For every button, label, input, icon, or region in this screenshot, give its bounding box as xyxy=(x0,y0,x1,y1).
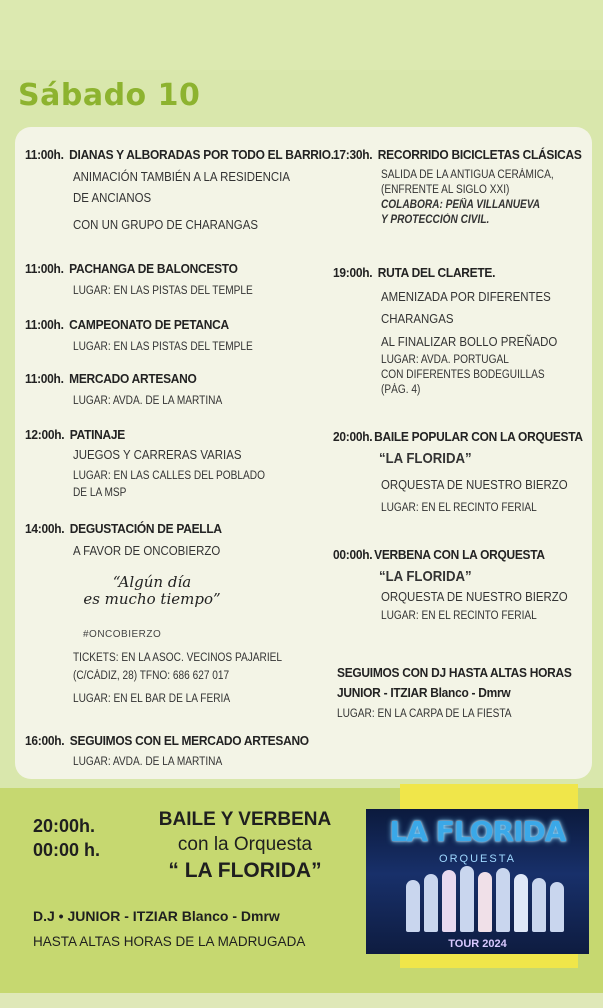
event-detail: CON DIFERENTES BODEGUILLAS xyxy=(381,369,545,381)
event-title: BAILE POPULAR CON LA ORQUESTA xyxy=(374,429,583,444)
event-time: 12:00h. xyxy=(25,427,65,442)
event-band: “LA FLORIDA” xyxy=(379,568,472,585)
event-dj-names: JUNIOR - ITZIAR Blanco - Dmrw xyxy=(337,685,511,700)
event-time: 00:00h. xyxy=(333,547,373,562)
event-detail: CHARANGAS xyxy=(381,311,454,326)
event-detail: LUGAR: AVDA. DE LA MARTINA xyxy=(73,395,223,407)
event-paella xyxy=(25,521,335,559)
event-detail: TICKETS: EN LA ASOC. VECINOS PAJARIEL xyxy=(73,652,283,664)
event-heading xyxy=(333,147,582,162)
event-detail: LUGAR: EN LA CARPA DE LA FIESTA xyxy=(337,708,512,720)
event-title: RUTA DEL CLARETE. xyxy=(377,265,496,280)
top-band xyxy=(0,0,603,70)
event-heading xyxy=(25,521,310,536)
event-detail: A FAVOR DE ONCOBIERZO xyxy=(73,543,221,558)
event-heading xyxy=(25,261,310,276)
footer-late: HASTA ALTAS HORAS DE LA MADRUGADA xyxy=(33,934,306,949)
day-title: Sábado 10 xyxy=(18,78,201,113)
event-detail: (ENFRENTE AL SIGLO XXI) xyxy=(381,184,510,196)
band-member xyxy=(424,874,438,932)
event-detail: LUGAR: AVDA. DE LA MARTINA xyxy=(73,756,223,768)
slogan-line: “Algún día xyxy=(112,573,192,591)
event-heading xyxy=(333,547,568,562)
footer-band-name: “ LA FLORIDA” xyxy=(168,859,322,882)
event-time: 19:00h. xyxy=(333,265,373,280)
event-colabora: Y PROTECCIÓN CIVIL. xyxy=(381,214,490,226)
event-time: 11:00h. xyxy=(25,261,64,276)
event-dj xyxy=(333,665,588,722)
event-title: SEGUIMOS CON EL MERCADO ARTESANO xyxy=(69,733,309,748)
slogan-line: es mucho tiempo” xyxy=(83,590,221,608)
event-detail: LUGAR: EN EL RECINTO FERIAL xyxy=(381,610,537,622)
event-title: DIANAS Y ALBORADAS POR TODO EL BARRIO. xyxy=(69,147,334,162)
event-heading xyxy=(25,371,310,386)
event-petanca xyxy=(25,317,335,355)
event-mercado xyxy=(25,371,335,409)
band-member xyxy=(514,874,528,932)
poster-title: LA FLORIDA xyxy=(389,815,566,848)
band-member xyxy=(442,870,456,932)
event-detail: LUGAR: EN EL BAR DE LA FERIA xyxy=(73,693,231,705)
footer-time: 00:00 h. xyxy=(33,840,101,860)
slogan-hashtag: #ONCOBIERZO xyxy=(83,629,162,640)
event-pachanga xyxy=(25,261,335,299)
event-detail: DE LA MSP xyxy=(73,487,127,499)
event-detail: (C/CÁDIZ, 28) TFNO: 686 627 017 xyxy=(73,670,230,682)
footer-subtitle: con la Orquesta xyxy=(177,834,313,855)
band-member xyxy=(460,866,474,932)
event-title: SEGUIMOS CON DJ HASTA ALTAS HORAS xyxy=(337,665,572,680)
event-tickets xyxy=(25,651,335,707)
event-heading xyxy=(25,147,334,162)
footer-title: BAILE Y VERBENA xyxy=(158,809,332,830)
event-patinaje xyxy=(25,427,335,501)
event-heading xyxy=(25,427,310,442)
band-poster xyxy=(366,809,589,954)
event-detail: LUGAR: EN LAS PISTAS DEL TEMPLE xyxy=(73,341,253,353)
event-title: CAMPEONATO DE PETANCA xyxy=(69,317,229,332)
event-detail: ORQUESTA DE NUESTRO BIERZO xyxy=(381,477,568,492)
event-detail: LUGAR: EN EL RECINTO FERIAL xyxy=(381,502,537,514)
event-colabora: COLABORA: PEÑA VILLANUEVA xyxy=(381,199,541,211)
event-detail: LUGAR: AVDA. PORTUGAL xyxy=(381,354,509,366)
event-title: RECORRIDO BICICLETAS CLÁSICAS xyxy=(377,147,582,162)
event-detail: ANIMACIÓN TAMBIÉN A LA RESIDENCIA xyxy=(73,169,291,184)
event-bicicletas xyxy=(333,147,588,228)
event-detail: JUEGOS Y CARRERAS VARIAS xyxy=(73,447,242,462)
event-title: DEGUSTACIÓN DE PAELLA xyxy=(69,521,222,536)
event-mercado-tarde xyxy=(25,733,335,770)
event-detail: ORQUESTA DE NUESTRO BIERZO xyxy=(381,589,568,604)
event-time: 17:30h. xyxy=(333,147,373,162)
bottom-band xyxy=(0,993,603,1008)
event-detail: AL FINALIZAR BOLLO PREÑADO xyxy=(381,334,558,349)
event-title: PACHANGA DE BALONCESTO xyxy=(69,261,238,276)
event-detail: LUGAR: EN LAS CALLES DEL POBLADO xyxy=(73,470,265,482)
band-member xyxy=(406,880,420,932)
event-detail: (PÁG. 4) xyxy=(381,384,421,396)
event-detail: DE ANCIANOS xyxy=(73,190,152,205)
event-detail: SALIDA DE LA ANTIGUA CERÁMICA, xyxy=(381,169,554,181)
footer-time: 20:00h. xyxy=(33,816,96,836)
event-detail: CON UN GRUPO DE CHARANGAS xyxy=(73,217,258,232)
event-time: 14:00h. xyxy=(25,521,65,536)
event-time: 11:00h. xyxy=(25,371,64,386)
schedule-card xyxy=(15,127,592,779)
band-member xyxy=(532,878,546,932)
oncobierzo-slogan xyxy=(77,574,227,608)
event-heading xyxy=(25,317,310,332)
event-baile-popular xyxy=(333,429,588,516)
event-time: 20:00h. xyxy=(333,429,373,444)
event-time: 16:00h. xyxy=(25,733,65,748)
band-member xyxy=(478,872,492,932)
event-dianas xyxy=(25,147,335,233)
event-detail: AMENIZADA POR DIFERENTES xyxy=(381,289,551,304)
event-band: “LA FLORIDA” xyxy=(379,450,472,467)
event-time: 11:00h. xyxy=(25,147,64,162)
band-member xyxy=(550,882,564,932)
event-title: MERCADO ARTESANO xyxy=(69,371,197,386)
footer-dj: D.J • JUNIOR - ITZIAR Blanco - Dmrw xyxy=(33,908,280,924)
band-member xyxy=(496,868,510,932)
event-heading xyxy=(333,429,583,444)
footer-times xyxy=(33,814,100,862)
event-time: 11:00h. xyxy=(25,317,64,332)
poster-subtitle: ORQUESTA xyxy=(439,853,516,865)
event-clarete xyxy=(333,265,588,398)
event-heading xyxy=(333,265,568,280)
event-heading xyxy=(25,733,310,748)
event-detail: LUGAR: EN LAS PISTAS DEL TEMPLE xyxy=(73,285,253,297)
poster-tour: TOUR 2024 xyxy=(448,938,507,950)
event-title: PATINAJE xyxy=(69,427,125,442)
event-verbena xyxy=(333,547,588,624)
event-title: VERBENA CON LA ORQUESTA xyxy=(374,547,545,562)
